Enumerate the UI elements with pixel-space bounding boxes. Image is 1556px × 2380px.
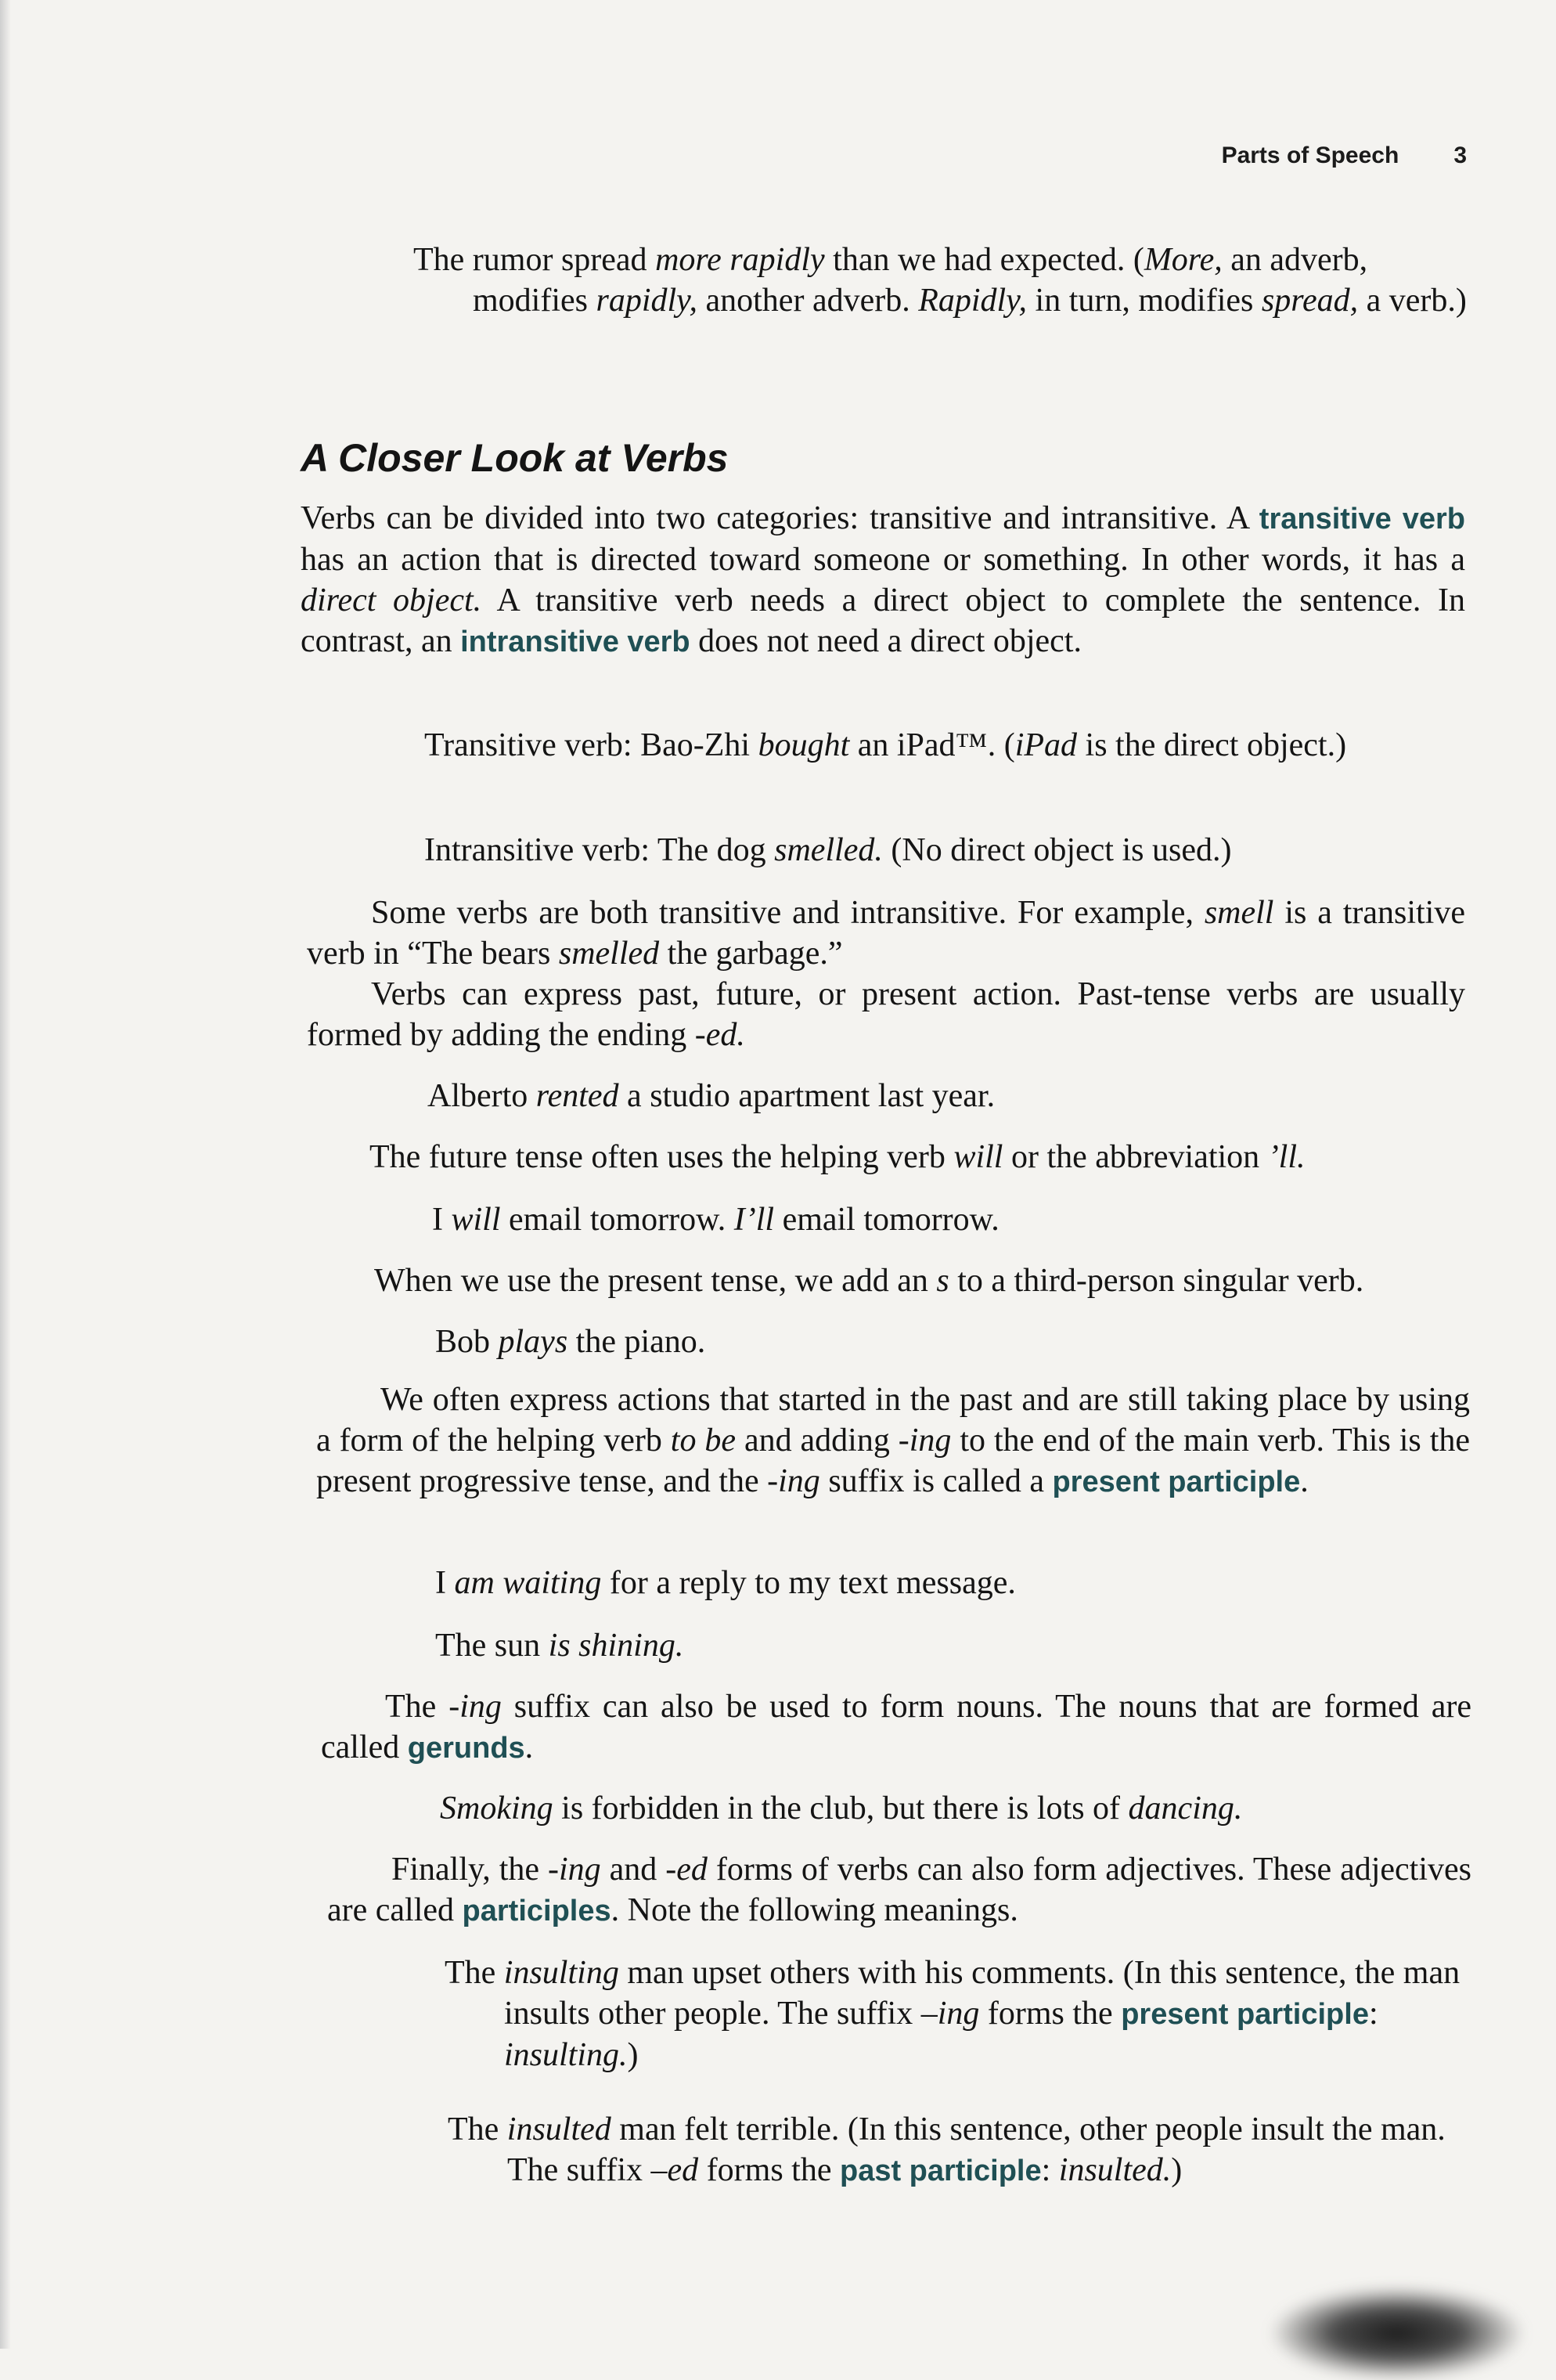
term-participles: participles <box>462 1895 611 1927</box>
example-email: I will email tomorrow. I’ll email tomorrow. <box>432 1202 1000 1238</box>
term-present-participle: present participle <box>1052 1466 1301 1498</box>
paragraph-rumor-example: The rumor spread more rapidly than we had expected. (More, an adverb, modifies rapidly, another adverb. Rapidly, in turn, modifies spread, a verb.) <box>413 242 1467 319</box>
paragraph-present-progressive: We often express actions that started in the past and are still taking place by using a form of the helping verb to be and adding -ing to the end of the main verb. This is the present progressive tense, and the -ing suffix is called a present participle. <box>316 1382 1471 1499</box>
example-rented: Alberto rented a studio apartment last year. <box>427 1078 996 1114</box>
example-transitive: Transitive verb: Bao-Zhi bought an iPad™. (iPad is the direct object.) <box>424 727 1347 763</box>
paragraph-present-tense: When we use the present tense, we add an s to a third-person singular verb. <box>374 1263 1364 1299</box>
term-gerunds: gerunds <box>407 1732 525 1765</box>
page-number: 3 <box>1453 142 1467 168</box>
paragraph-gerunds: The -ing suffix can also be used to form nouns. The nouns that are formed are called gerunds. <box>321 1689 1472 1765</box>
term-present-participle-2: present participle <box>1121 1998 1369 2031</box>
term-past-participle: past participle <box>839 2155 1042 2187</box>
page-edge-shadow <box>0 0 11 2349</box>
paragraph-participles: Finally, the -ing and -ed forms of verbs can also form adjectives. These adjectives are called participles. Note the following meanings. <box>327 1852 1471 1928</box>
term-intransitive-verb: intransitive verb <box>460 626 690 658</box>
example-insulting: The insulting man upset others with his comments. (In this sentence, the man insults other people. The suffix –ing forms the present participle: insulting.) <box>445 1955 1461 2073</box>
example-smoking: Smoking is forbidden in the club, but there is lots of dancing. <box>440 1790 1243 1826</box>
example-bob: Bob plays the piano. <box>435 1324 706 1360</box>
term-transitive-verb: transitive verb <box>1259 503 1465 536</box>
running-header <box>1222 142 1467 169</box>
paragraph-past-tense: Verbs can express past, future, or present action. Past-tense verbs are usually formed by adding the ending -ed. <box>307 976 1465 1053</box>
example-intransitive: Intransitive verb: The dog smelled. (No direct object is used.) <box>424 832 1232 868</box>
thumb-smudge <box>1268 2286 1526 2380</box>
paragraph-both-kinds: Some verbs are both transitive and intransitive. For example, smell is a transitive verb in “The bears smelled the garbage.” <box>307 895 1465 972</box>
paragraph-future-tense: The future tense often uses the helping verb will or the abbreviation ’ll. <box>369 1139 1306 1175</box>
example-sun: The sun is shining. <box>435 1628 684 1664</box>
example-waiting: I am waiting for a reply to my text message. <box>435 1565 1016 1601</box>
paragraph-verb-categories: Verbs can be divided into two categories: transitive and intransitive. A transitive verb has an action that is directed toward someone or something. In other words, it has a direct object. A transitive verb needs a direct object to complete the sentence. In contrast, an intransitive verb does not need a direct object. <box>301 500 1466 659</box>
example-insulted: The insulted man felt terrible. (In this sentence, other people insult the man. The suffix –ed forms the past participle: insulted.) <box>448 2111 1446 2188</box>
section-title: Parts of Speech <box>1221 142 1399 168</box>
section-heading: A Closer Look at Verbs <box>301 436 729 480</box>
